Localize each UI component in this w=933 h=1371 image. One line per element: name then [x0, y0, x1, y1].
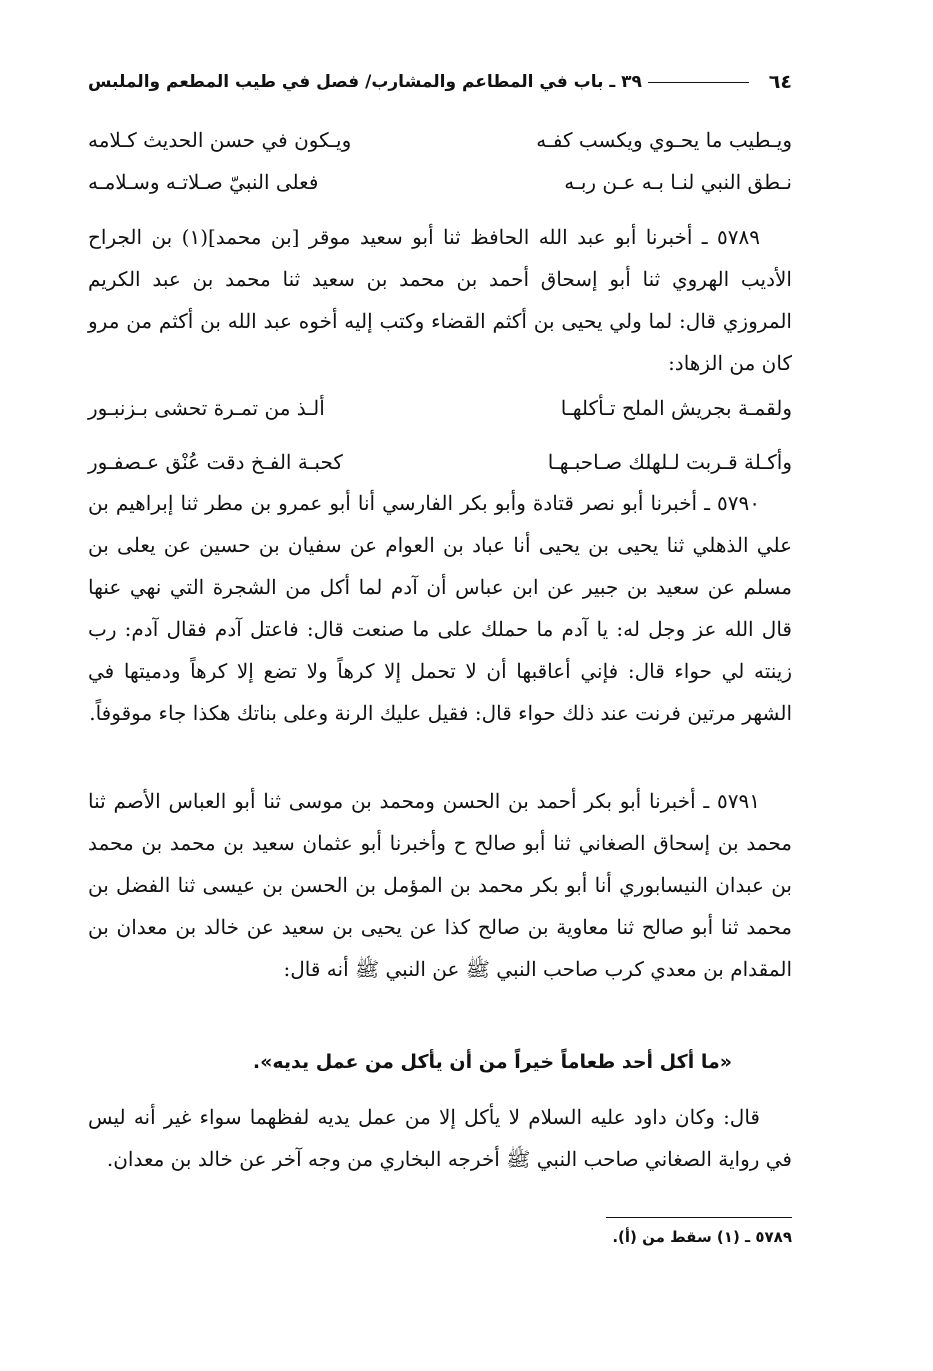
hadith-text: «ما أكل أحد طعاماً خيراً من أن يأكل من عمل يديه». [252, 1051, 732, 1073]
verse-hemistich-right: ولقمـة بجريش الملح تـأكلهـا [560, 396, 792, 420]
verse-hemistich-left: ويـكون في حسن الحديث كـلامه [88, 128, 352, 152]
chapter-title: ٣٩ ـ باب في المطاعم والمشارب/ فصل في طيب المطعم والملبس [88, 72, 642, 92]
verse-hemistich-left: كحبـة الفـخ دقت عُنْق عـصفـور [88, 450, 343, 474]
verse-line [88, 162, 792, 202]
verse-hemistich-left: فعلى النبيّ صـلاتـه وسـلامـه [88, 170, 319, 194]
footnote-rule [606, 1217, 792, 1218]
verse-hemistich-right: ويـطيب ما يحـوي ويكسب كفـه [536, 128, 792, 152]
verse-hemistich-left: ألـذ من تمـرة تحشى بـزنبـور [88, 396, 325, 420]
verse-line [88, 120, 792, 160]
verse-line [88, 442, 792, 482]
verse-hemistich-right: وأكـلة قـربت لـلهلك صـاحبـهـا [547, 450, 792, 474]
header-rule [648, 82, 749, 83]
paragraph-5789: ٥٧٨٩ ـ أخبرنا أبو عبد الله الحافظ ثنا أبو سعيد موقر [بن محمد](١) بن الجراح الأديب الهروي ثنا أبو إسحاق أحمد بن محمد بن سعيد ثنا محمد بن عبد الكريم المروزي قال: لما ولي يحيى بن أكثم القضاء وكتب إليه أخوه عبد الله بن أكثم من مرو كان من الزهاد: [88, 225, 792, 375]
paragraph-5790: ٥٧٩٠ ـ أخبرنا أبو نصر قتادة وأبو بكر الفارسي أنا أبو عمرو بن مطر ثنا إبراهيم بن علي الذهلي ثنا يحيى بن يحيى أنا عباد بن العوام عن سفيان بن حسين عن يعلى بن مسلم عن سعيد بن جبير عن ابن عباس أن آدم لما أكل من الشجرة التي نهي عنها قال الله عز وجل له: يا آدم ما حملك على ما صنعت قال: فاعتل آدم فقال آدم: رب زينته لي حواء قال: فإني أعاقبها أن لا تحمل إلا كرهاً ولا تضع إلا كرهاً ودميتها في الشهر مرتين فرنت عند ذلك حواء قال: فقيل عليك الرنة وعلى بناتك هكذا جاء موقوفاً. [88, 491, 792, 725]
footnote: ٥٧٨٩ ـ (١) سقط من (أ). [612, 1228, 792, 1246]
verse-line [88, 388, 792, 428]
paragraph-5791: ٥٧٩١ ـ أخبرنا أبو بكر أحمد بن الحسن ومحمد بن موسى ثنا أبو العباس الأصم ثنا محمد بن إسحاق الصغاني ثنا أبو صالح ح وأخبرنا أبو عثمان سعيد بن محمد بن محمد بن عبدان النيسابوري أنا أبو بكر محمد بن المؤمل بن الحسن بن عيسى ثنا الفضل بن محمد ثنا أبو صالح ثنا معاوية بن صالح كذا عن يحيى بن سعيد عن خالد بن معدان بن المقدام بن معدي كرب صاحب النبي ﷺ عن النبي ﷺ أنه قال: [88, 789, 792, 981]
verse-hemistich-right: نـطق النبي لنـا بـه عـن ربـه [564, 170, 792, 194]
running-header [88, 68, 792, 96]
paragraph-closing: قال: وكان داود عليه السلام لا يأكل إلا من عمل يديه لفظهما سواء غير أنه ليس في رواية الصغاني صاحب النبي ﷺ أخرجه البخاري من وجه آخر عن خالد بن معدان. [88, 1105, 792, 1171]
page-number: ٦٤ [768, 71, 792, 93]
